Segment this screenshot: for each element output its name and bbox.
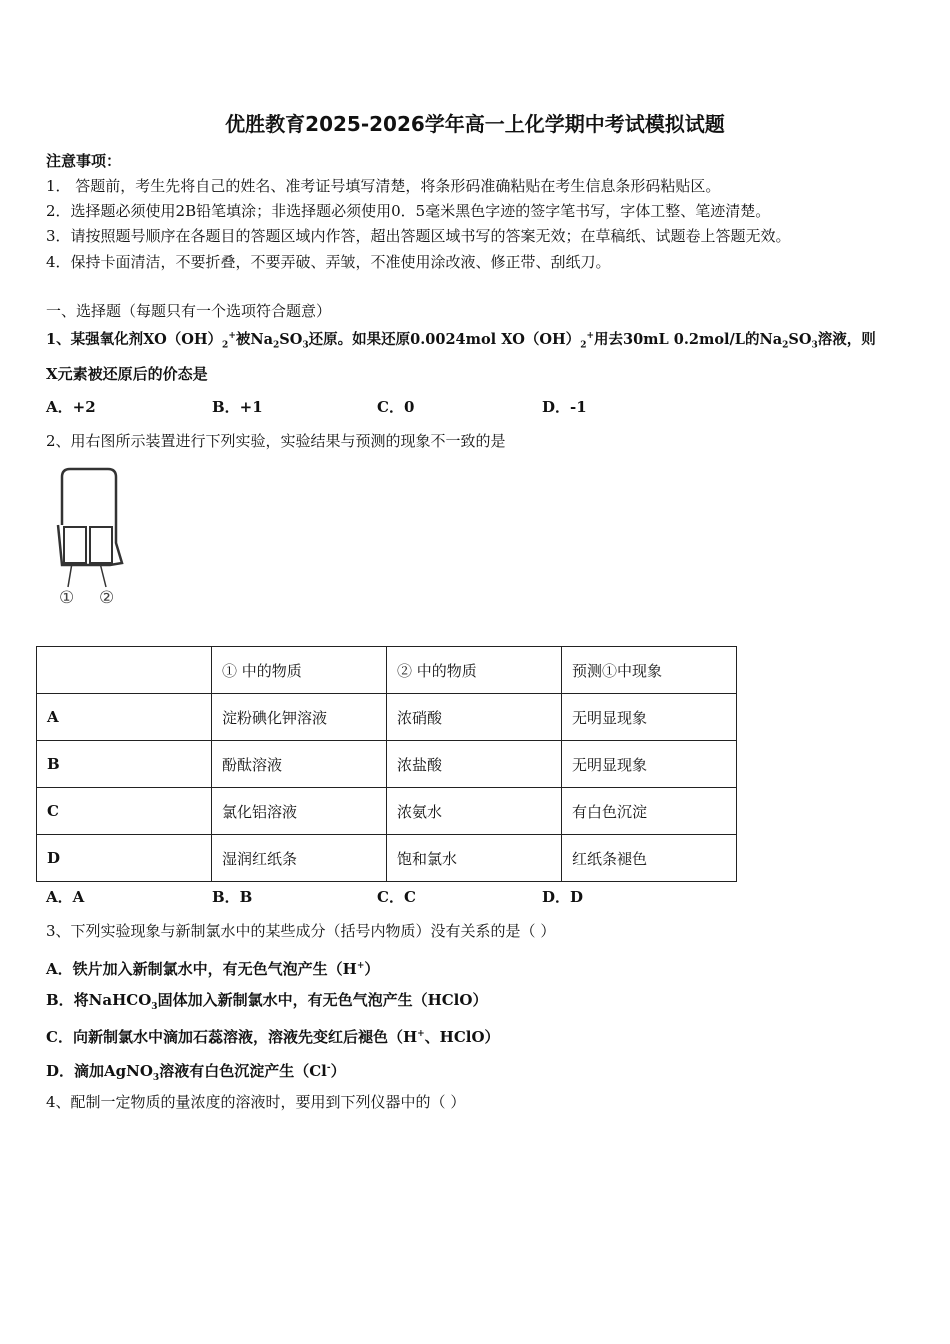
question-2-stem: 2、用右图所示装置进行下列实验，实验结果与预测的现象不一致的是 [46,432,506,450]
option-b: B．B [212,888,253,906]
cell: C [37,788,212,835]
cell: 有白色沉淀 [562,788,737,835]
q3-option-c: C．向新制氯水中滴加石蕊溶液，溶液先变红后褪色（H+、HClO） [46,1028,500,1046]
section-heading: 一、选择题（每题只有一个选项符合题意） [46,302,332,320]
cell: 无明显现象 [562,694,737,741]
table-row [37,788,737,835]
question-1-stem-line2: X元素被还原后的价态是 [46,365,208,383]
option-d: D．D [542,888,584,906]
note-item: 1． 答题前，考生先将自己的姓名、准考证号填写清楚，将条形码准确粘贴在考生信息条形码粘贴区。 [46,177,721,195]
apparatus-figure [50,465,130,610]
header-cell: 预测①中现象 [562,647,737,694]
option-a: A．+2 [46,398,96,416]
cell: 浓氨水 [387,788,562,835]
header-cell: ① 中的物质 [212,647,387,694]
option-c: C．0 [377,398,415,416]
table-row [37,835,737,882]
note-item: 4．保持卡面清洁，不要折叠，不要弄破、弄皱，不准使用涂改液、修正带、刮纸刀。 [46,253,611,271]
cell: 湿润红纸条 [212,835,387,882]
q3-option-a: A．铁片加入新制氯水中，有无色气泡产生（H+） [46,960,380,978]
cell: A [37,694,212,741]
cell: 酚酞溶液 [212,741,387,788]
cell: 饱和氯水 [387,835,562,882]
cell: 氯化铝溶液 [212,788,387,835]
figure-label-1: ① [59,588,75,608]
option-d: D．-1 [542,398,587,416]
cell: 红纸条褪色 [562,835,737,882]
question-1-stem: 1、某强氧化剂$XO(OH)_2^+$被$Na_2SO_3$还原。如果还原0.0024mol $XO(OH)_2^+$用去30mL 0.2mol/L的$Na_2SO_3$溶液，则 [46,330,876,351]
table-row [37,694,737,741]
question-3-stem: 3、下列实验现象与新制氯水中的某些成分（括号内物质）没有关系的是（ ） [46,922,556,940]
cell: 无明显现象 [562,741,737,788]
header-cell: ② 中的物质 [387,647,562,694]
cell: 淀粉碘化钾溶液 [212,694,387,741]
question-4-stem: 4、配制一定物质的量浓度的溶液时，要用到下列仪器中的（ ） [46,1093,466,1111]
cell: 浓盐酸 [387,741,562,788]
q3-option-b: B．将NaHCO$_3$固体加入新制氯水中，有无色气泡产生（HClO） [46,991,488,1012]
note-item: 2．选择题必须使用2B铅笔填涂；非选择题必须使用0．5毫米黑色字迹的签字笔书写，字体工整、笔迹清楚。 [46,202,771,220]
cell: 浓硝酸 [387,694,562,741]
cell: D [37,835,212,882]
option-c: C．C [377,888,416,906]
page-title: 优胜教育2025-2026学年高一上化学期中考试模拟试题 [225,112,725,136]
table-header-row [37,647,737,694]
option-a: A．A [46,888,85,906]
header-cell [37,647,212,694]
figure-label-2: ② [99,588,115,608]
experiment-table [36,646,737,882]
option-b: B．+1 [212,398,263,416]
notes-heading: 注意事项： [46,152,122,170]
table-row [37,741,737,788]
q3-option-d: D．滴加AgNO$_3$溶液有白色沉淀产生（Cl-） [46,1062,346,1083]
cell: B [37,741,212,788]
note-item: 3．请按照题号顺序在各题目的答题区域内作答，超出答题区域书写的答案无效；在草稿纸、试题卷上答题无效。 [46,227,791,245]
